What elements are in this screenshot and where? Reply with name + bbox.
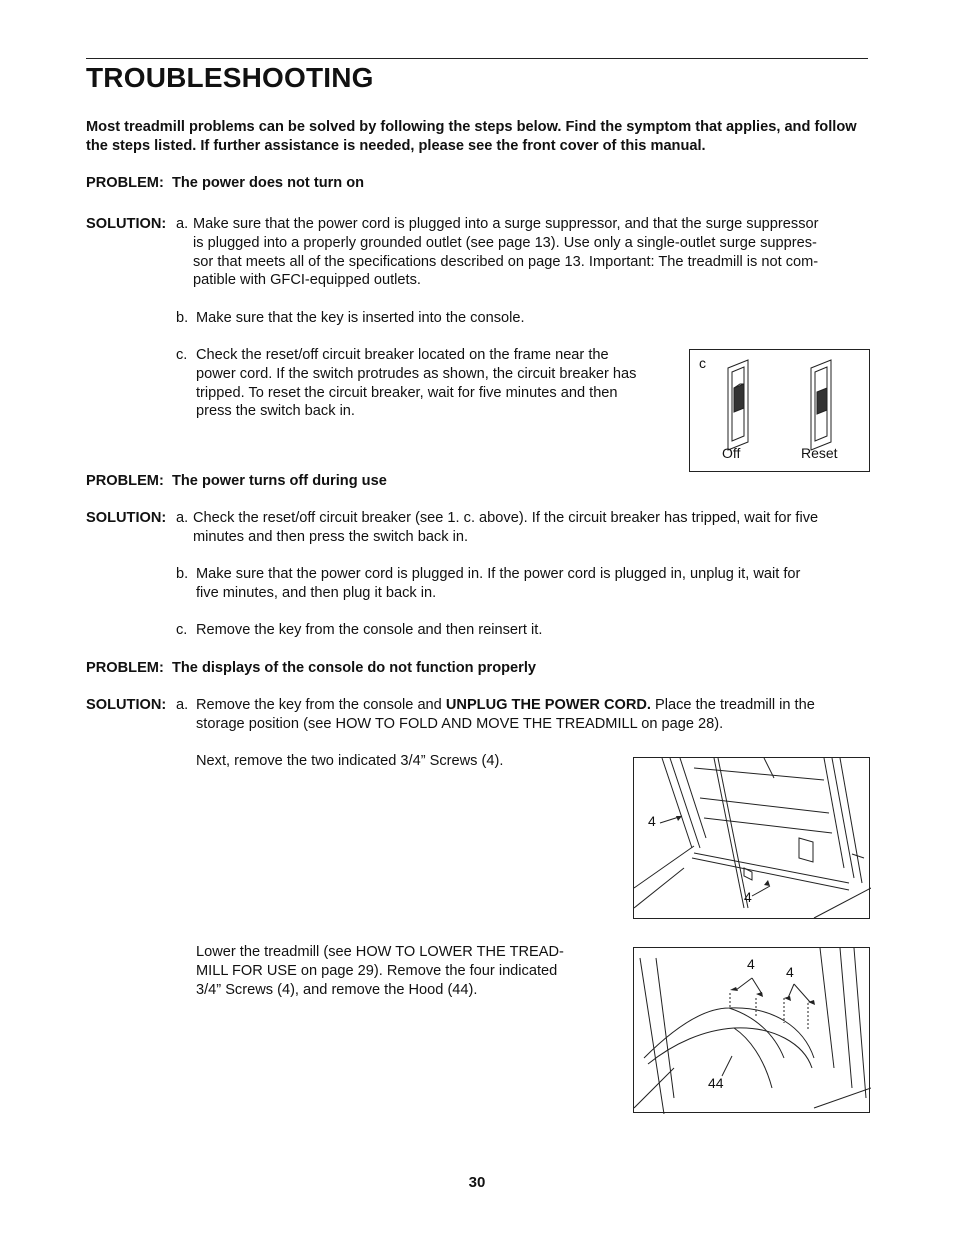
solution-label: SOLUTION: xyxy=(86,697,167,713)
step-line: patible with GFCI-equipped outlets. xyxy=(193,272,421,288)
off-label: Off xyxy=(722,445,741,461)
problem-1-title: The power does not turn on xyxy=(171,175,365,191)
page-title: TROUBLESHOOTING xyxy=(86,62,374,93)
step-line: Remove the key from the console and UNPLUG THE POWER CORD. Place the treadmill in the xyxy=(196,697,815,713)
hood-removal-illustration xyxy=(634,948,871,1114)
problem-3 xyxy=(86,659,536,678)
step-line: Next, remove the two indicated 3/4” Screws (4). xyxy=(196,753,504,769)
problem-3-title: The displays of the console do not function properly xyxy=(171,660,537,676)
step-line: minutes and then press the switch back in. xyxy=(193,529,468,545)
problem-label: PROBLEM: xyxy=(86,175,164,191)
step-line: storage position (see HOW TO FOLD AND MOVE THE TREADMILL on page 28). xyxy=(196,716,724,732)
step-line: power cord. If the switch protrudes as shown, the circuit breaker has xyxy=(196,366,637,382)
problem-label: PROBLEM: xyxy=(86,473,164,489)
step-line: 3/4” Screws (4), and remove the Hood (44). xyxy=(196,982,478,998)
page-number: 30 xyxy=(468,1174,486,1191)
figure-letter: c xyxy=(699,355,706,371)
step-letter: b. xyxy=(176,566,189,582)
screw-callout: 4 xyxy=(648,813,656,829)
top-rule xyxy=(86,58,868,59)
step-line: Remove the key from the console and then reinsert it. xyxy=(196,622,543,638)
screw-callout: 4 xyxy=(786,964,794,980)
step-letter: c. xyxy=(176,622,188,638)
solution-label: SOLUTION: xyxy=(86,510,167,526)
step-line: sor that meets all of the specifications described on page 13. Important: The treadmill is not com- xyxy=(193,254,819,270)
screw-callout: 4 xyxy=(747,956,755,972)
circuit-breaker-illustration xyxy=(690,350,871,473)
step-letter: a. xyxy=(176,216,189,232)
problem-1 xyxy=(86,174,364,193)
problem-2-title: The power turns off during use xyxy=(171,473,387,489)
problem-2 xyxy=(86,472,387,491)
step-letter: c. xyxy=(176,347,188,363)
step-letter: b. xyxy=(176,310,189,326)
step-line: is plugged into a properly grounded outlet (see page 13). Use only a single-outlet surge suppres- xyxy=(193,235,817,251)
step-line: MILL FOR USE on page 29). Remove the four indicated xyxy=(196,963,558,979)
step-line: Check the reset/off circuit breaker (see 1. c. above). If the circuit breaker has tripped, wait for five xyxy=(193,510,819,526)
solution-label: SOLUTION: xyxy=(86,216,167,232)
step-line: tripped. To reset the circuit breaker, wait for five minutes and then xyxy=(196,385,618,401)
step-line: press the switch back in. xyxy=(196,403,355,419)
step-line: Check the reset/off circuit breaker located on the frame near the xyxy=(196,347,609,363)
step-line: Make sure that the power cord is plugged in. If the power cord is plugged in, unplug it, wait for xyxy=(196,566,801,582)
reset-label: Reset xyxy=(801,445,838,461)
intro-paragraph: Most treadmill problems can be solved by following the steps below. Find the symptom that applies, and follow the steps listed. If further assistance is needed, please see the front cover of this manual. xyxy=(86,119,857,154)
two-screws-figure xyxy=(633,757,870,919)
step-line: Make sure that the power cord is plugged into a surge suppressor, and that the surge suppressor xyxy=(193,216,819,232)
hood-callout: 44 xyxy=(708,1075,724,1091)
step-line: Make sure that the key is inserted into the console. xyxy=(196,310,525,326)
circuit-breaker-figure xyxy=(689,349,870,472)
problem-label: PROBLEM: xyxy=(86,660,164,676)
step-letter: a. xyxy=(176,510,189,526)
step-line: Lower the treadmill (see HOW TO LOWER THE TREAD- xyxy=(196,944,564,960)
step-letter: a. xyxy=(176,697,189,713)
hood-figure xyxy=(633,947,870,1113)
step-line: five minutes, and then plug it back in. xyxy=(196,585,437,601)
screw-callout: 4 xyxy=(744,889,752,905)
treadmill-storage-illustration xyxy=(634,758,871,920)
